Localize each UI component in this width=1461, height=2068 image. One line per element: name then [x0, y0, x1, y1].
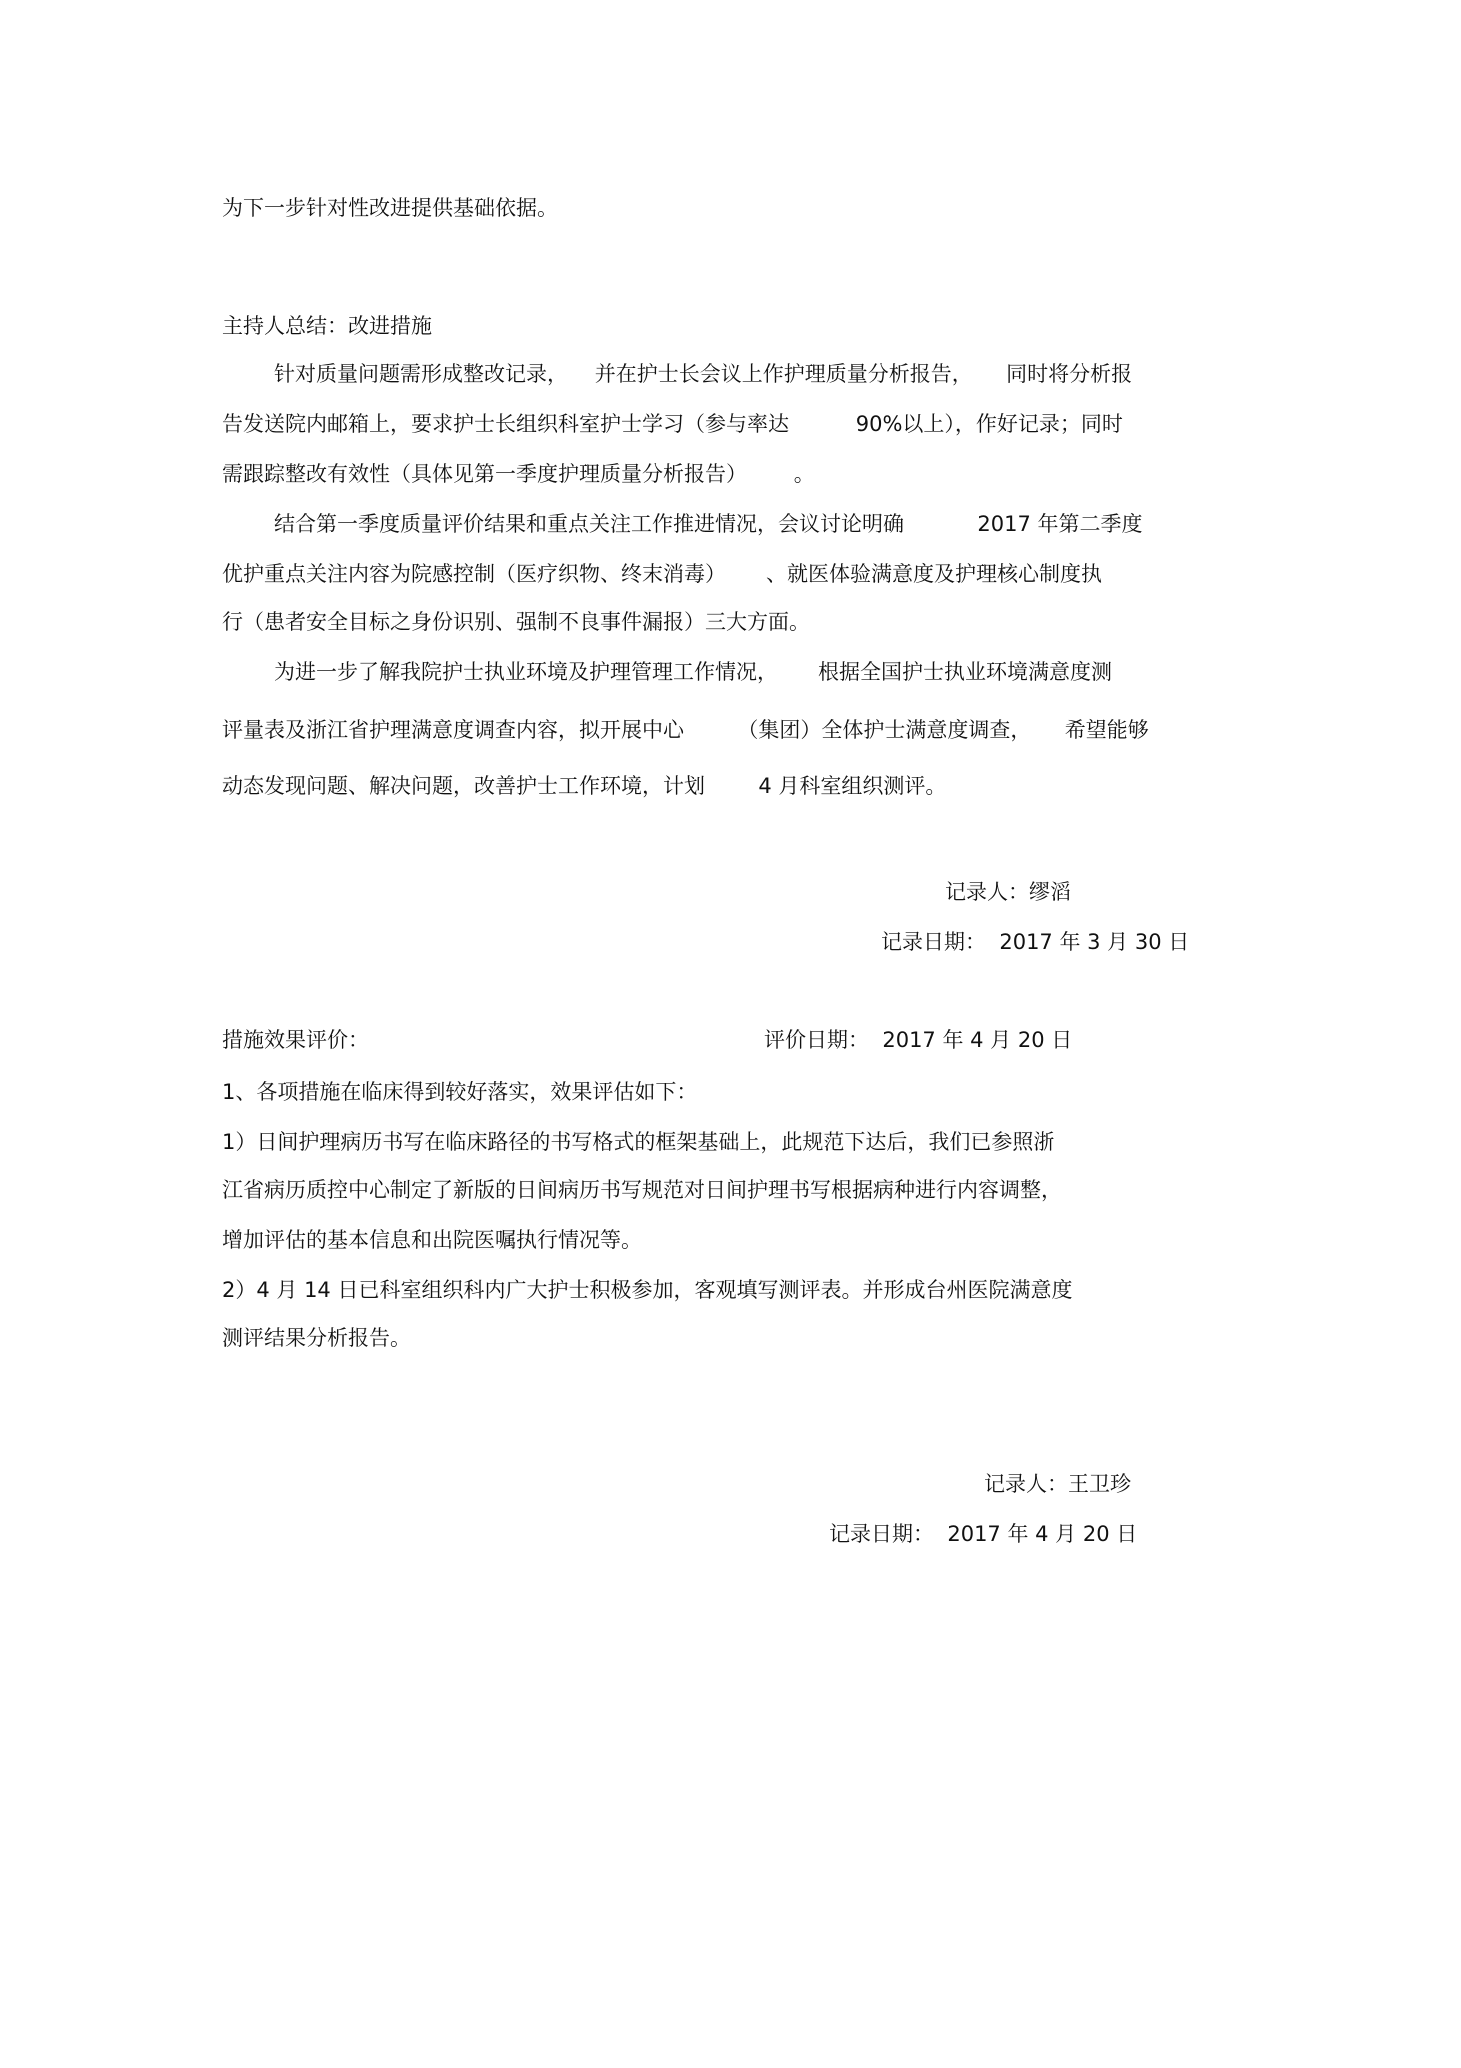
host-summary-para1-line2: 告发送院内邮箱上，要求护士长组织科室护士学习（参与率达 90%以上），作好记录；同时	[222, 412, 1123, 436]
host-summary-para3-line1: 为进一步了解我院护士执业环境及护理管理工作情况， 根据全国护士执业环境满意度测	[274, 660, 1113, 684]
host-summary-recorder: 记录人：缪滔	[945, 880, 1071, 904]
effect-eval-sub2-line2: 测评结果分析报告。	[222, 1326, 411, 1350]
host-summary-para1-line3: 需跟踪整改有效性（具体见第一季度护理质量分析报告） 。	[222, 462, 815, 486]
effect-eval-recorder: 记录人：王卫珍	[984, 1472, 1131, 1496]
host-summary-heading: 主持人总结：改进措施	[222, 314, 432, 338]
effect-eval-date: 评价日期： 2017 年 4 月 20 日	[764, 1028, 1073, 1052]
host-summary-record-date: 记录日期： 2017 年 3 月 30 日	[881, 930, 1190, 954]
effect-eval-item1: 1、各项措施在临床得到较好落实，效果评估如下：	[222, 1080, 698, 1104]
effect-eval-record-date: 记录日期： 2017 年 4 月 20 日	[829, 1522, 1138, 1546]
effect-eval-sub2-line1: 2）4 月 14 日已科室组织科内广大护士积极参加，客观填写测评表。并形成台州医院满意度	[222, 1278, 1073, 1302]
host-summary-para2-line2: 优护重点关注内容为院感控制（医疗织物、终末消毒） 、就医体验满意度及护理核心制度执	[222, 562, 1103, 586]
host-summary-para3-line2: 评量表及浙江省护理满意度调查内容，拟开展中心 （集团）全体护士满意度调查， 希望能够	[222, 718, 1149, 742]
host-summary-para3-line3: 动态发现问题、解决问题，改善护士工作环境，计划 4 月科室组织测评。	[222, 774, 947, 798]
effect-eval-sub1-line1: 1）日间护理病历书写在临床路径的书写格式的框架基础上，此规范下达后，我们已参照浙	[222, 1130, 1055, 1154]
host-summary-para2-line1: 结合第一季度质量评价结果和重点关注工作推进情况，会议讨论明确 2017 年第二季度	[274, 512, 1143, 536]
host-summary-para1-line1: 针对质量问题需形成整改记录， 并在护士长会议上作护理质量分析报告， 同时将分析报	[274, 362, 1133, 386]
intro-line: 为下一步针对性改进提供基础依据。	[222, 196, 558, 220]
effect-eval-sub1-line3: 增加评估的基本信息和出院医嘱执行情况等。	[222, 1228, 642, 1252]
host-summary-para2-line3: 行（患者安全目标之身份识别、强制不良事件漏报）三大方面。	[222, 610, 810, 634]
effect-eval-label: 措施效果评价：	[222, 1028, 369, 1052]
effect-eval-sub1-line2: 江省病历质控中心制定了新版的日间病历书写规范对日间护理书写根据病种进行内容调整，	[222, 1178, 1062, 1202]
